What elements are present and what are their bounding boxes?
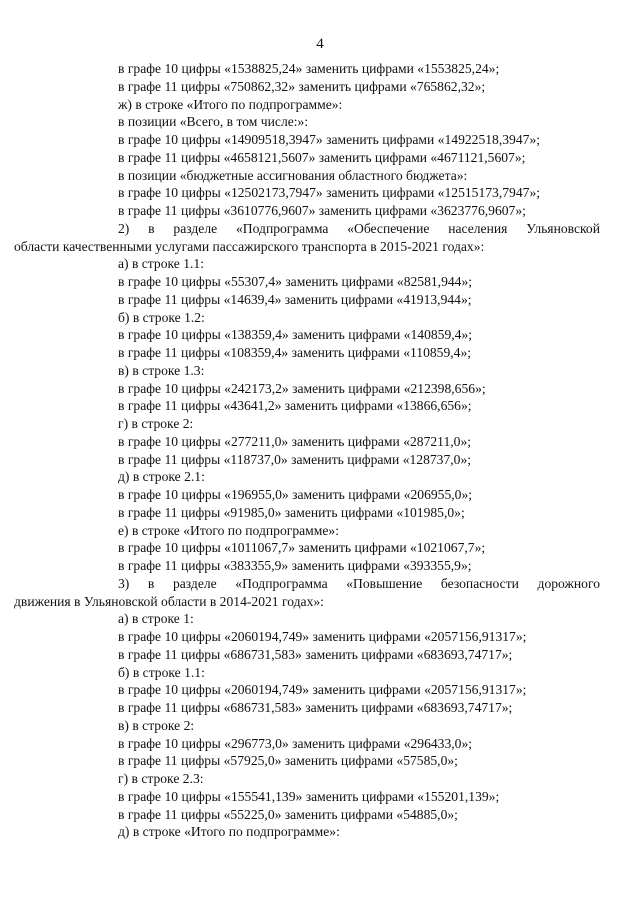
text-line: в графе 10 цифры «138359,4» заменить цифрами «140859,4»; <box>118 327 473 343</box>
text-line: в графе 10 цифры «1538825,24» заменить цифрами «1553825,24»; <box>118 61 500 76</box>
text-line: в графе 11 цифры «686731,583» заменить цифрами «683693,74717»; <box>118 700 513 715</box>
text-line: в) в строке 1.3: <box>118 362 205 378</box>
text-line: а) в строке 1.1: <box>118 256 204 272</box>
text-line: в позиции «Всего, в том числе:»: <box>118 114 309 130</box>
text-line: в) в строке 2: <box>118 717 195 733</box>
text-line: в графе 11 цифры «57925,0» заменить цифрами «57585,0»; <box>118 753 458 769</box>
text-line: а) в строке 1: <box>118 611 194 627</box>
text-line: в графе 11 цифры «686731,583» заменить цифрами «683693,74717»; <box>118 646 513 662</box>
text-line: в графе 10 цифры «1011067,7» заменить цифрами «1021067,7»; <box>118 540 486 556</box>
section-heading-line: 3) в разделе «Подпрограмма «Повышение безопасности дорожного <box>118 575 600 591</box>
page-number: 4 <box>316 36 324 52</box>
text-line: в графе 11 цифры «14639,4» заменить цифрами «41913,944»; <box>118 291 472 307</box>
text-line: в графе 11 цифры «750862,32» заменить цифрами «765862,32»; <box>118 78 486 94</box>
text-line: в графе 10 цифры «242173,2» заменить цифрами «212398,656»; <box>118 380 486 396</box>
section-heading-continuation: области качественными услугами пассажирского транспорта в 2015-2021 годах»: <box>14 238 485 254</box>
section-heading-line: 2) в разделе «Подпрограмма «Обеспечение населения Ульяновской <box>118 220 600 236</box>
text-line: в позиции «бюджетные ассигнования областного бюджета»: <box>118 167 468 183</box>
text-line: в графе 11 цифры «108359,4» заменить цифрами «110859,4»; <box>118 345 472 360</box>
text-line: в графе 11 цифры «383355,9» заменить цифрами «393355,9»; <box>118 558 472 573</box>
section-heading-continuation: движения в Ульяновской области в 2014-2021 годах»: <box>14 593 324 609</box>
text-line: ж) в строке «Итого по подпрограмме»: <box>118 96 343 112</box>
text-line: в графе 11 цифры «43641,2» заменить цифрами «13866,656»; <box>118 398 472 414</box>
text-line: в графе 10 цифры «277211,0» заменить цифрами «287211,0»; <box>118 433 472 449</box>
text-line: в графе 11 цифры «4658121,5607» заменить цифрами «4671121,5607»; <box>118 149 526 165</box>
text-line: в графе 11 цифры «91985,0» заменить цифрами «101985,0»; <box>118 504 465 520</box>
text-line: в графе 11 цифры «55225,0» заменить цифрами «54885,0»; <box>118 806 458 822</box>
text-line: в графе 10 цифры «196955,0» заменить цифрами «206955,0»; <box>118 487 473 502</box>
text-line: д) в строке 2.1: <box>118 469 205 485</box>
text-line: в графе 10 цифры «55307,4» заменить цифрами «82581,944»; <box>118 274 473 289</box>
text-line: е) в строке «Итого по подпрограмме»: <box>118 522 339 538</box>
text-line: в графе 10 цифры «155541,139» заменить цифрами «155201,139»; <box>118 788 500 804</box>
text-line: г) в строке 2: <box>118 416 194 431</box>
text-line: в графе 10 цифры «2060194,749» заменить цифрами «2057156,91317»; <box>118 629 527 644</box>
text-line: б) в строке 1.1: <box>118 664 205 680</box>
text-line: г) в строке 2.3: <box>118 771 204 786</box>
text-line: в графе 10 цифры «12502173,7947» заменить цифрами «12515173,7947»; <box>118 185 541 201</box>
text-line: в графе 10 цифры «2060194,749» заменить цифрами «2057156,91317»; <box>118 682 527 698</box>
document-body <box>14 60 600 841</box>
text-line: в графе 10 цифры «14909518,3947» заменить цифрами «14922518,3947»; <box>118 132 541 147</box>
text-line: в графе 10 цифры «296773,0» заменить цифрами «296433,0»; <box>118 735 473 751</box>
text-line: в графе 11 цифры «118737,0» заменить цифрами «128737,0»; <box>118 451 472 467</box>
text-line: в графе 11 цифры «3610776,9607» заменить цифрами «3623776,9607»; <box>118 203 526 218</box>
text-line: б) в строке 1.2: <box>118 309 205 325</box>
text-line: д) в строке «Итого по подпрограмме»: <box>118 824 340 840</box>
